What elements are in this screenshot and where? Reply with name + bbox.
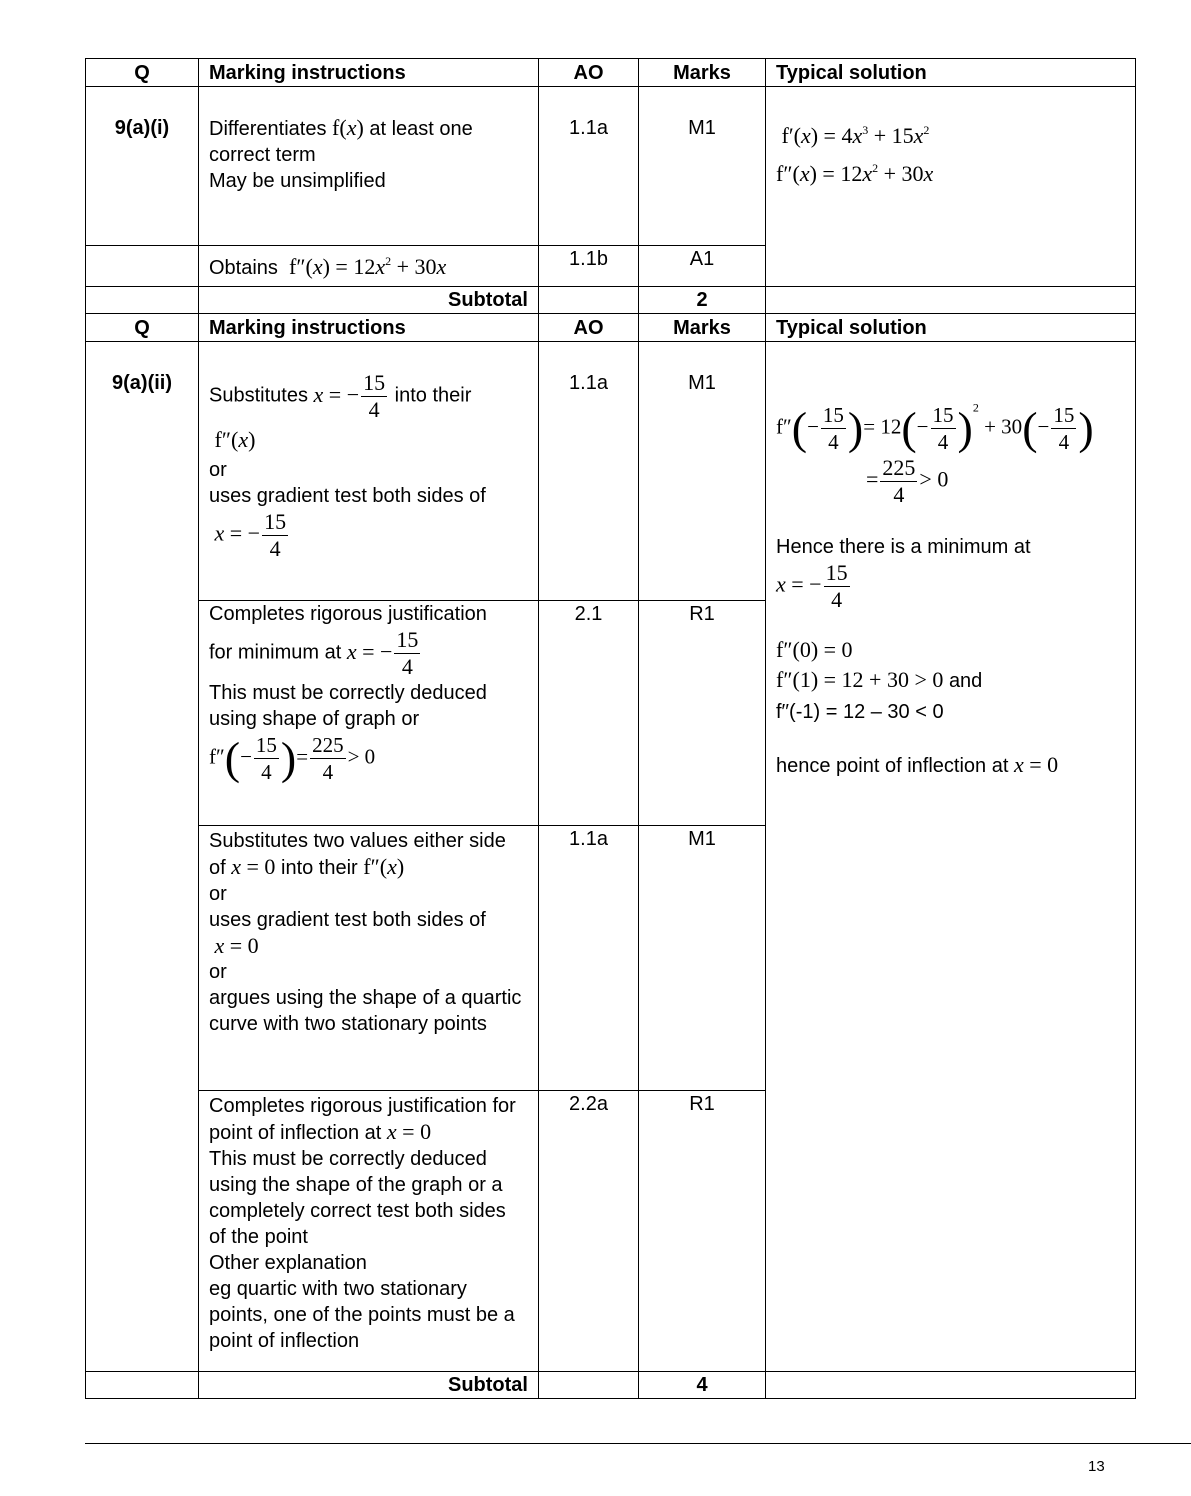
mark-cell: R1 [639, 1091, 766, 1372]
subtotal-value: 2 [639, 287, 766, 314]
instruction-text: or [209, 961, 227, 983]
subtotal-row [86, 1372, 1136, 1399]
header-ao: AO [539, 314, 639, 342]
instruction-cell [199, 1091, 539, 1372]
header-q: Q [86, 314, 199, 342]
solution-fprime: $f'(x) = 4x^3 + 15x^2$ [781, 123, 930, 148]
instruction-cell [199, 246, 539, 287]
math-fx: f(x) [332, 115, 364, 140]
solution-substitution: f″(− $\frac{15}{4}$ )= 12(− $\frac{15}{4}$ )$^2$ + 30(− $\frac{15}{4}$ ) [776, 400, 1094, 454]
empty-cell [539, 287, 639, 314]
subtotal-value: 4 [639, 1372, 766, 1399]
instruction-text: or [209, 883, 227, 905]
empty-cell [86, 246, 199, 287]
instruction-text: Substitutes two values either side of [209, 830, 506, 879]
table-row [86, 87, 1136, 246]
instruction-text: or [209, 459, 227, 481]
math-x-minus-15-4: x = − $\frac{15}{4}$ [209, 509, 287, 561]
solution-text: Hence there is a minimum at [776, 536, 1031, 558]
mark-cell: M1 [639, 826, 766, 1091]
table-header-row [86, 59, 1136, 87]
empty-cell [86, 287, 199, 314]
ao-cell: 1.1a [539, 87, 639, 246]
math-x-minus-15-4: x = − $\frac{15}{4}$ [346, 627, 419, 679]
solution-f1: f″(1) = 12 + 30 > 0 and [776, 667, 983, 692]
math-x-minus-15-4: x = − $\frac{15}{4}$ [313, 370, 386, 422]
instruction-text: Completes rigorous justification for point of inflection at [209, 1095, 516, 1144]
footer-rule [85, 1443, 1191, 1444]
ao-cell: 2.1 [539, 601, 639, 826]
math-x-eq-0: x = 0 [231, 854, 276, 879]
header-instructions: Marking instructions [199, 59, 539, 87]
header-q: Q [86, 59, 199, 87]
ao-cell: 1.1a [539, 826, 639, 1091]
solution-fdoubleprime: $f''(x) = 12x^2 + 30x$ [776, 161, 934, 186]
ao-cell: 1.1b [539, 246, 639, 287]
solution-inflection: hence point of inflection at x = 0 [776, 752, 1059, 777]
instruction-cell [199, 342, 539, 601]
instruction-text: Obtains [209, 257, 278, 279]
instruction-text: uses gradient test both sides of [209, 909, 486, 931]
header-marks: Marks [639, 314, 766, 342]
instruction-cell [199, 601, 539, 826]
header-solution: Typical solution [766, 314, 1136, 342]
instruction-text: argues using the shape of a quartic curve with two stationary points [209, 987, 522, 1035]
subtotal-label: Subtotal [199, 287, 539, 314]
empty-cell [86, 1372, 199, 1399]
solution-cell [766, 87, 1136, 287]
solution-f0: f″(0) = 0 [776, 637, 853, 662]
empty-cell [766, 287, 1136, 314]
page-number: 13 [1088, 1458, 1105, 1475]
ao-cell: 1.1a [539, 342, 639, 601]
solution-fneg1: f′′(-1) = 12 – 30 < 0 [776, 701, 944, 723]
math-fdoubleprime: $f''(x) = 12x^2 + 30x$ [289, 254, 447, 279]
solution-result: = $\frac{225}{4}$ > 0 [866, 455, 949, 507]
header-solution: Typical solution [766, 59, 1136, 87]
header-instructions: Marking instructions [199, 314, 539, 342]
mark-cell: M1 [639, 342, 766, 601]
instruction-text: for minimum at [209, 641, 342, 664]
empty-cell [766, 1372, 1136, 1399]
instruction-cell [199, 826, 539, 1091]
instruction-text: Completes rigorous justification [209, 603, 487, 625]
instruction-cell [199, 87, 539, 246]
table-header-row [86, 314, 1136, 342]
instruction-text: uses gradient test both sides of [209, 485, 486, 507]
marking-table-9ai [85, 58, 1136, 314]
ao-cell: 2.2a [539, 1091, 639, 1372]
mark-cell: R1 [639, 601, 766, 826]
instruction-text: into their [281, 857, 358, 879]
mark-cell: M1 [639, 87, 766, 246]
math-x-eq-0: x = 0 [386, 1119, 432, 1144]
question-number: 9(a)(ii) [86, 342, 199, 1372]
empty-cell [539, 1372, 639, 1399]
instruction-text: Differentiates [209, 118, 327, 140]
instruction-text: May be unsimplified [209, 170, 386, 192]
math-fdoubleprime-x: f″(x) [214, 427, 256, 452]
instruction-text: This must be correctly deduced using shape of graph or [209, 682, 487, 730]
marking-table-9aii [85, 313, 1136, 1399]
question-number: 9(a)(i) [86, 87, 199, 246]
instruction-text: Other explanation [209, 1252, 367, 1274]
subtotal-label: Subtotal [199, 1372, 539, 1399]
instruction-text: Substitutes [209, 384, 308, 407]
header-ao: AO [539, 59, 639, 87]
instruction-text: at least one correct term [209, 118, 473, 166]
solution-cell [766, 342, 1136, 1372]
table-row [86, 342, 1136, 601]
mark-cell: A1 [639, 246, 766, 287]
subtotal-row [86, 287, 1136, 314]
header-marks: Marks [639, 59, 766, 87]
math-x-minus-15-4: x = − $\frac{15}{4}$ [776, 560, 848, 612]
math-fdp-result: f″(− $\frac{15}{4}$ )= $\frac{225}{4}$ > 0 [209, 732, 376, 784]
instruction-text: This must be correctly deduced using the shape of the graph or a completely correct test both sides of the point [209, 1148, 506, 1248]
instruction-text: into their [394, 384, 472, 407]
math-x-eq-0: x = 0 [209, 933, 259, 958]
math-fdoubleprime-x: f″(x) [363, 854, 405, 879]
instruction-text: eg quartic with two stationary points, one of the points must be a point of inflection [209, 1278, 515, 1352]
